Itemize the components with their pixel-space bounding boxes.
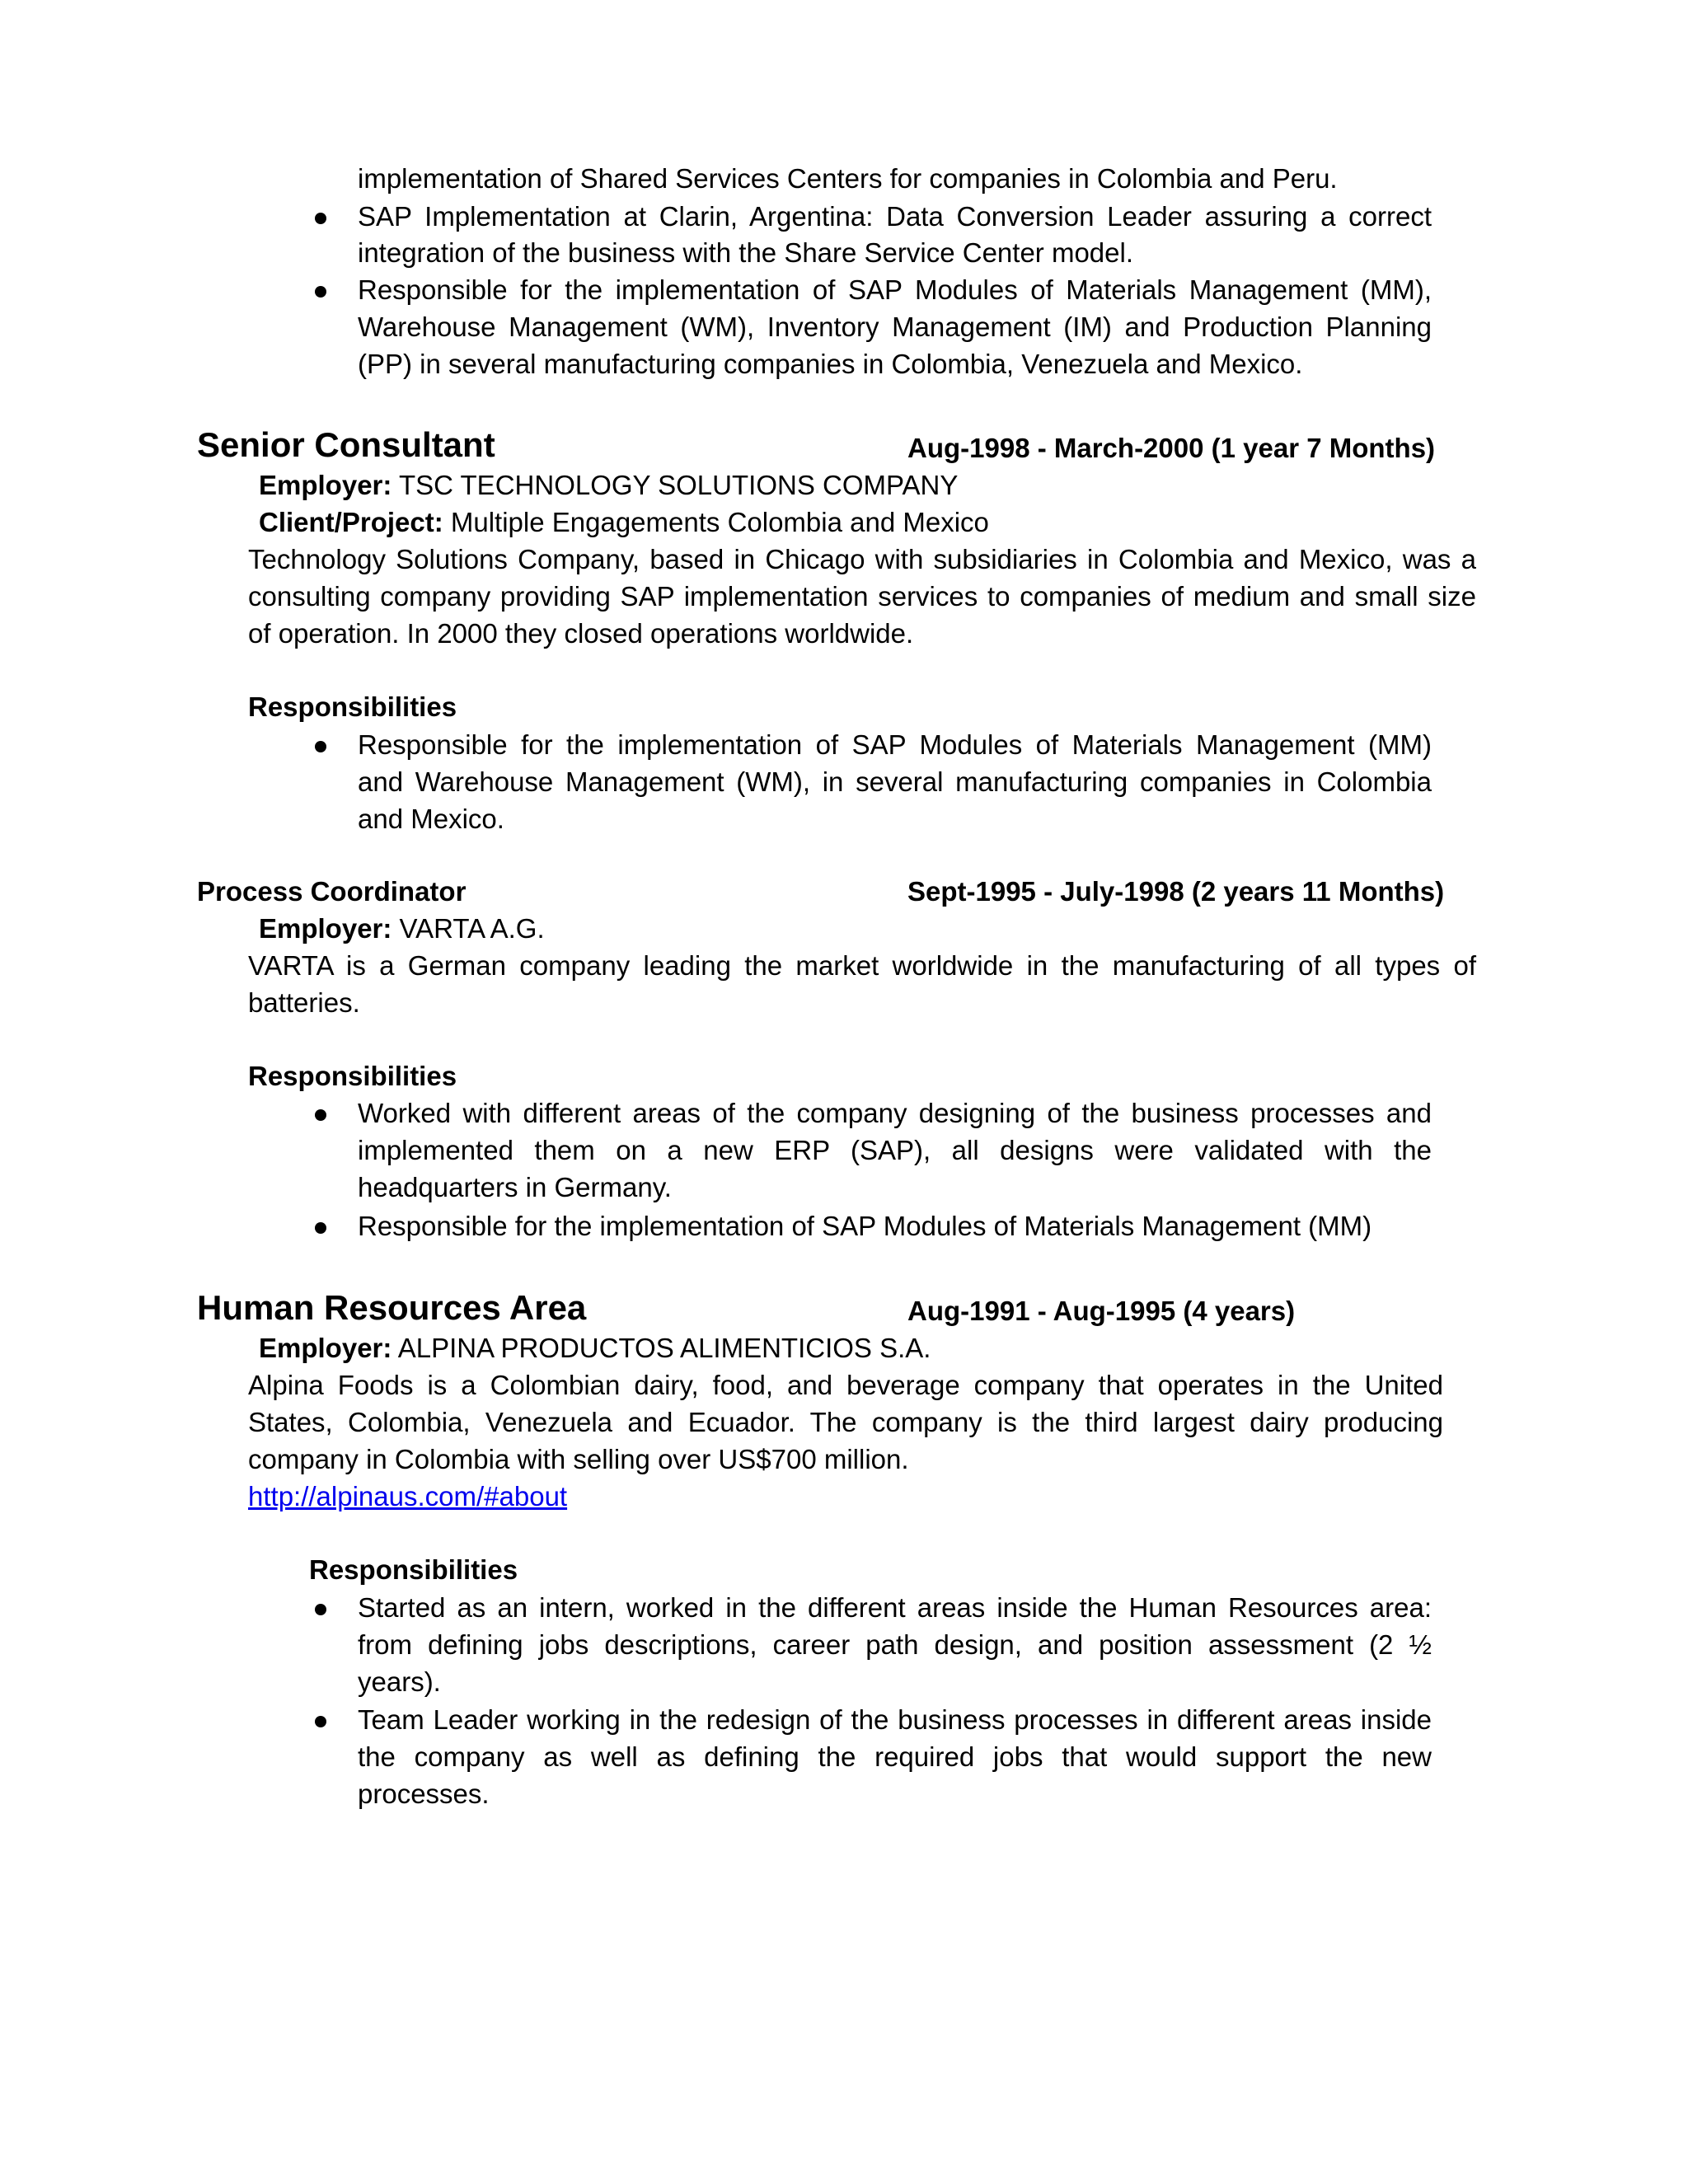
responsibilities-heading: Responsibilities <box>248 691 457 722</box>
description-line-3: company in Colombia with selling over US$700 million. <box>248 1444 909 1474</box>
responsibility-line-1: Responsible for the implementation of SAP Modules of Materials Management (MM) <box>358 1211 1372 1241</box>
responsibility-line-3: headquarters in Germany. <box>358 1172 672 1202</box>
job-title: Process Coordinator <box>197 876 467 907</box>
intro-bullet-2-line-2: Warehouse Management (WM), Inventory Management (IM) and Production Planning <box>358 312 1432 342</box>
client-label: Client/Project: <box>259 507 443 537</box>
intro-bullet-1-line-2: integration of the business with the Share Service Center model. <box>358 237 1134 268</box>
employer-label: Employer: <box>259 1333 392 1363</box>
intro-bullet-1-line-1: SAP Implementation at Clarin, Argentina: Data Conversion Leader assuring a correct <box>358 201 1432 232</box>
employer-line <box>259 910 545 947</box>
description-line-2: batteries. <box>248 987 360 1018</box>
client-name: Multiple Engagements Colombia and Mexico <box>450 507 989 537</box>
responsibility-line-1: Team Leader working in the redesign of the business processes in different areas inside <box>358 1704 1432 1735</box>
intro-bullet-2-line-1: Responsible for the implementation of SAP Modules of Materials Management (MM), <box>358 274 1432 305</box>
description-line-3: of operation. In 2000 they closed operations worldwide. <box>248 618 914 649</box>
job-dates: Aug-1998 - March-2000 (1 year 7 Months) <box>907 433 1436 463</box>
responsibility-line-2: and Warehouse Management (WM), in several manufacturing companies in Colombia <box>358 766 1432 797</box>
intro-bullet-2-line-3: (PP) in several manufacturing companies in Colombia, Venezuela and Mexico. <box>358 349 1303 379</box>
bullet-icon <box>315 1222 326 1234</box>
responsibility-line-2: from defining jobs descriptions, career path design, and position assessment (2 ½ <box>358 1629 1432 1660</box>
company-link[interactable]: http://alpinaus.com/#about <box>248 1481 568 1511</box>
responsibility-line-1: Worked with different areas of the company designing of the business processes and <box>358 1098 1432 1128</box>
job-dates: Sept-1995 - July-1998 (2 years 11 Months) <box>907 876 1445 907</box>
employer-name: TSC TECHNOLOGY SOLUTIONS COMPANY <box>398 470 959 500</box>
intro-continuation-line: implementation of Shared Services Centers for companies in Colombia and Peru. <box>358 163 1338 194</box>
responsibility-line-3: processes. <box>358 1779 490 1809</box>
company-link-line <box>248 1478 567 1515</box>
responsibility-line-1: Started as an intern, worked in the different areas inside the Human Resources area: <box>358 1592 1432 1623</box>
responsibility-line-3: years). <box>358 1666 441 1697</box>
job-title: Human Resources Area <box>197 1288 587 1327</box>
employer-line <box>259 466 958 504</box>
bullet-icon <box>315 741 326 752</box>
responsibility-line-1: Responsible for the implementation of SAP Modules of Materials Management (MM) <box>358 729 1432 760</box>
job-title: Senior Consultant <box>197 425 495 464</box>
responsibility-line-2: implemented them on a new ERP (SAP), all designs were validated with the <box>358 1135 1432 1165</box>
employer-label: Employer: <box>259 913 392 944</box>
description-line-1: Technology Solutions Company, based in Chicago with subsidiaries in Colombia and Mexico, was a <box>248 544 1476 574</box>
employer-label: Employer: <box>259 470 392 500</box>
description-line-1: VARTA is a German company leading the market worldwide in the manufacturing of all types of <box>248 950 1476 981</box>
bullet-icon <box>315 213 326 224</box>
responsibilities-heading: Responsibilities <box>248 1061 457 1091</box>
responsibilities-heading: Responsibilities <box>309 1554 518 1585</box>
client-line <box>259 504 989 541</box>
bullet-icon <box>315 1716 326 1727</box>
description-line-2: consulting company providing SAP implementation services to companies of medium and small size <box>248 581 1476 612</box>
bullet-icon <box>315 286 326 298</box>
responsibility-line-2: the company as well as defining the required jobs that would support the new <box>358 1741 1432 1772</box>
employer-name: ALPINA PRODUCTOS ALIMENTICIOS S.A. <box>397 1333 931 1363</box>
description-line-1: Alpina Foods is a Colombian dairy, food, and beverage company that operates in the United <box>248 1370 1443 1400</box>
employer-name: VARTA A.G. <box>399 913 545 944</box>
job-dates: Aug-1991 - Aug-1995 (4 years) <box>907 1296 1296 1326</box>
description-line-2: States, Colombia, Venezuela and Ecuador. The company is the third largest dairy producing <box>248 1407 1443 1437</box>
responsibility-line-3: and Mexico. <box>358 804 504 834</box>
bullet-icon <box>315 1604 326 1615</box>
employer-line <box>259 1329 931 1366</box>
bullet-icon <box>315 1109 326 1121</box>
